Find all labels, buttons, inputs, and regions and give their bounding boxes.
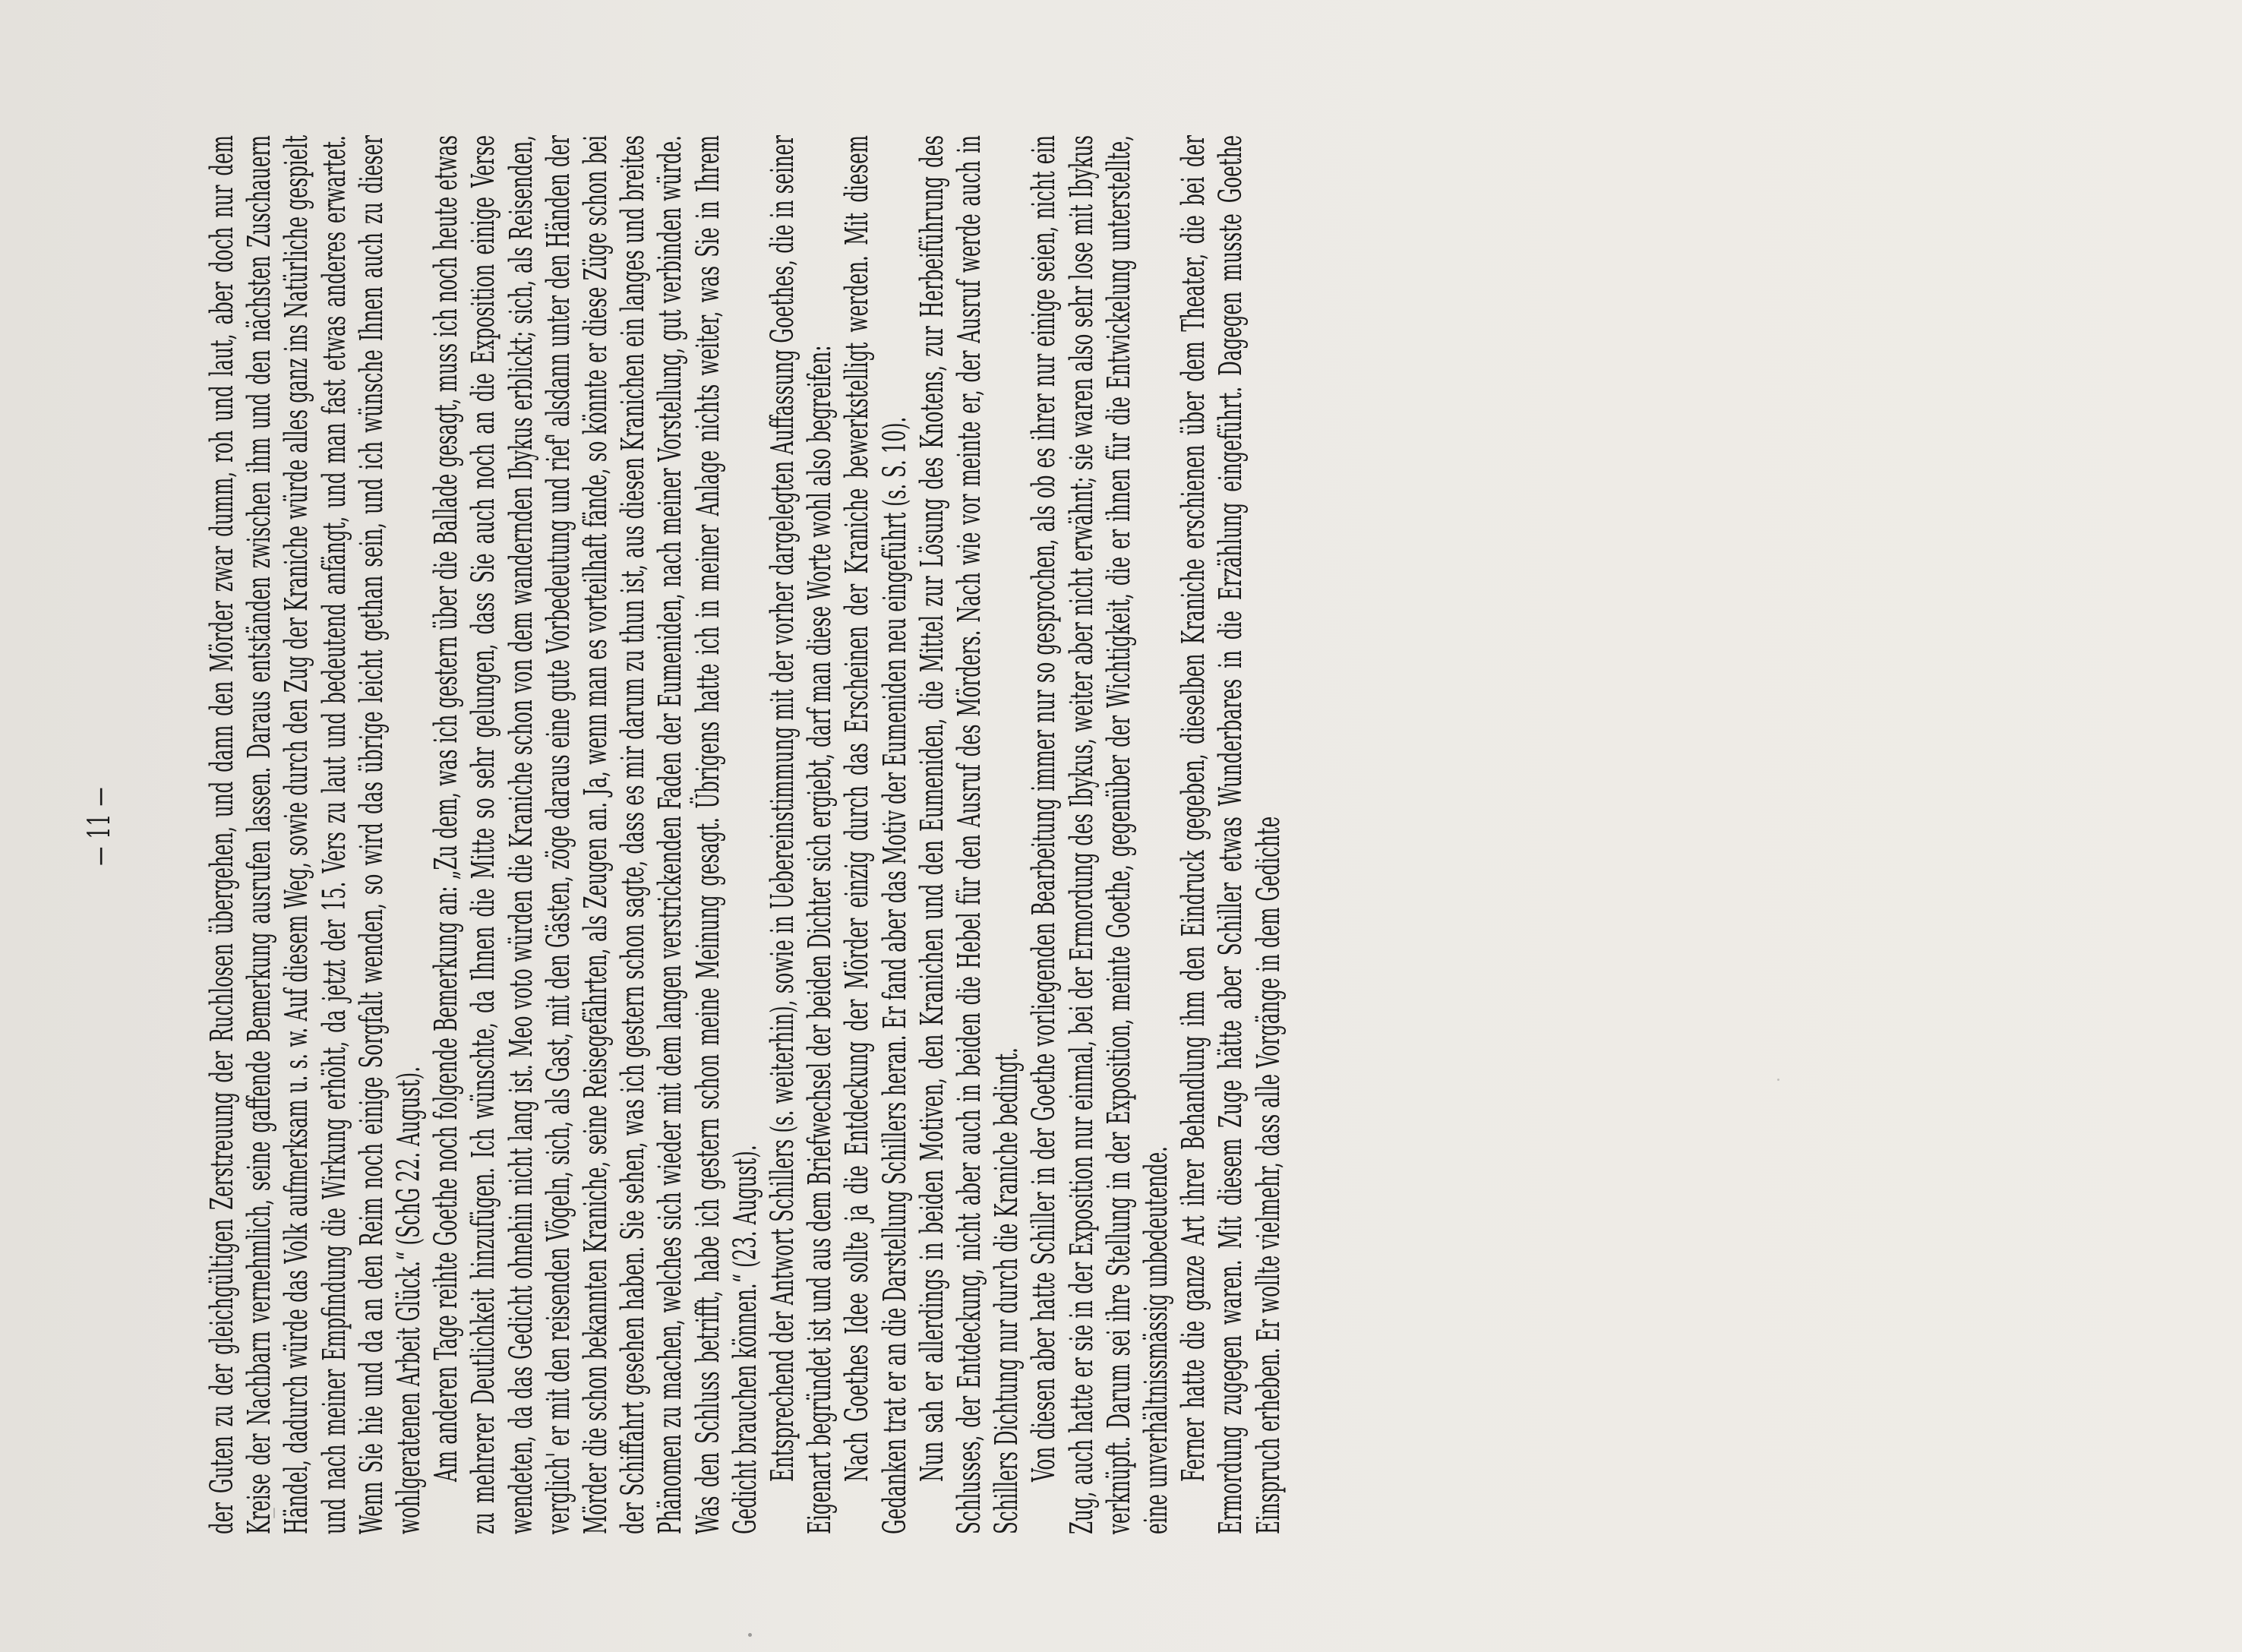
scan-speck (748, 1633, 752, 1637)
paragraph-schiller-answer: Entsprechend der Antwort Schillers (s. weiterhin), sowie in Uebereinstimmung mit der vorher dargelegten Auffassung Goethes, die in seiner Eigenart begründet ist und aus dem Briefwechsel der beiden Dichter sich ergiebt, darf man diese Worte wohl also begreifen: (764, 134, 838, 1534)
scan-speck (1777, 1079, 1779, 1081)
paragraph-goethe-idea: Nach Goethes Idee sollte ja die Entdeckung der Mörder einzig durch das Erscheinen der Kraniche bewerkstelligt werden. Mit diesem Gedanken trat er an die Darstellung Schillers heran. Er fand aber das Motiv der Eumeniden neu eingeführt (s. S. 10). (838, 134, 913, 1534)
paragraph-exposition: Von diesen aber hatte Schiller in der Goethe vorliegenden Bearbeitung immer nur so gesprochen, als ob es ihrer nur einige seien, nicht ein Zug, auch hatte er sie in der Exposition nur einmal, bei der Ermordung des Ibykus, weiter aber nicht erwähnt; sie waren also sehr lose mit Ibykus verknüpft. Darum sei ihre Stellung in der Exposition, meinte Goethe, gegenüber der Wichtigkeit, die er ihnen für die Entwickelung unterstellte, eine unverhältnissmässig unbedeutende. (1025, 134, 1175, 1534)
paragraph-goethe-remark: Am anderen Tage reihte Goethe noch folgende Bemerkung an: „Zu dem, was ich gestern über die Ballade gesagt, muss ich noch heute etwas zu mehrerer Deutlichkeit hinzufügen. Ich wünschte, da Ihnen die Mitte so sehr gelungen, dass Sie auch noch an die Exposition einige Verse wendeten, da das Gedicht ohnehin nicht lang ist. Meo voto würden die Kraniche schon von dem wandernden Ibykus erblickt; sich, als Reisenden, verglich' er mit den reisenden Vögeln, sich, als Gast, mit den Gästen, zöge daraus eine gute Vorbedeutung und rief' alsdann unter den Händen der Mörder die schon bekannten Kraniche, seine Reisegefährten, als Zeugen an. Ja, wenn man es vorteilhaft fände, so könnte er diese Züge schon bei der Schiffahrt gesehen haben. Sie sehen, was ich gestern schon sagte, dass es mir darum zu thun ist, aus diesen Kranichen ein langes und breites Phänomen zu machen, welches sich wieder mit dem langen verstrickenden Faden der Eumeniden, nach meiner Vorstellung, gut verbinden würde. Was den Schluss betrifft, habe ich gestern schon meine Meinung gesagt. Übrigens hatte ich in meiner Anlage nichts weiter, was Sie in Ihrem Gedicht brauchen können.“ (23. August). (428, 134, 763, 1534)
paragraph-treatment: Ferner hatte die ganze Art ihrer Behandlung ihm den Eindruck gegeben, dieselben Kraniche erschienen über dem Theater, die bei der Ermordung zugegen waren. Mit diesem Zuge hätte aber Schiller etwas Wunderbares in die Erzählung eingeführt. Dagegen musste Goethe Einspruch erheben. Er wollte vielmehr, dass alle Vorgänge in dem Gedichte (1175, 134, 1287, 1534)
paragraph-two-motives: Nun sah er allerdings in beiden Motiven, den Kranichen und den Eumeniden, die Mittel zur Lösung des Knotens, zur Herbeiführung des Schlusses, der Entdeckung, nicht aber auch in beiden die Hebel für den Ausruf des Mörders. Nach wie vor meinte er, der Ausruf werde auch in Schillers Dichtung nur durch die Kraniche bedingt. (913, 134, 1025, 1534)
paragraph-letter-excerpt: der Guten zu der gleichgültigen Zerstreuung der Ruchlosen übergehen, und dann den Mörder zwar dumm, roh und laut, aber doch nur dem Kreise der Nachbarn vernehmlich, seine gaffende Bemerkung ausrufen lassen. Daraus entständen zwischen ihm und den nächsten Zuschauern Händel, dadurch würde das Volk aufmerksam u. s. w. Auf diesem Weg, sowie durch den Zug der Kraniche würde alles ganz ins Natürliche gespielt und nach meiner Empfindung die Wirkung erhöht, da jetzt der 15. Vers zu laut und bedeutend anfängt, und man fast etwas anderes erwartet. Wenn Sie hie und da an den Reim noch einige Sorgfalt wenden, so wird das übrige leicht gethan sein, und ich wünsche Ihnen auch zu dieser wohlgeratenen Arbeit Glück.“ (SchG 22. August). (204, 134, 428, 1534)
scan-speck (273, 1508, 275, 1518)
body-text (204, 135, 1287, 1534)
page-number: — 11 — (82, 786, 117, 866)
